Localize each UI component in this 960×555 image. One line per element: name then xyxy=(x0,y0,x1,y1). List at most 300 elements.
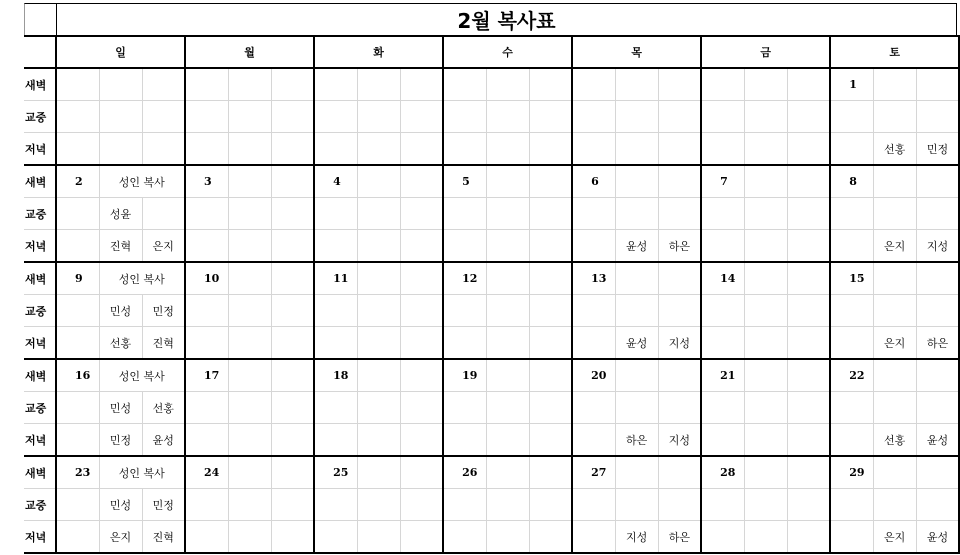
schedule-cell xyxy=(486,489,529,521)
schedule-cell: 은지 xyxy=(142,230,185,263)
schedule-cell xyxy=(873,101,916,133)
schedule-cell xyxy=(228,424,271,457)
schedule-cell xyxy=(529,165,572,198)
schedule-cell xyxy=(873,68,916,101)
schedule-cell: 성인 복사 xyxy=(99,359,185,392)
schedule-cell xyxy=(572,101,615,133)
schedule-cell xyxy=(830,101,873,133)
schedule-cell xyxy=(314,521,357,554)
schedule-cell xyxy=(916,456,959,489)
schedule-cell xyxy=(787,456,830,489)
schedule-cell xyxy=(916,198,959,230)
schedule-cell xyxy=(486,327,529,360)
schedule-cell xyxy=(873,359,916,392)
schedule-cell xyxy=(873,489,916,521)
schedule-cell xyxy=(271,295,314,327)
schedule-cell xyxy=(916,101,959,133)
schedule-cell xyxy=(400,359,443,392)
schedule-cell xyxy=(658,456,701,489)
schedule-cell: 지성 xyxy=(658,424,701,457)
date-cell: 19 xyxy=(443,359,486,392)
schedule-cell xyxy=(357,521,400,554)
date-cell: 5 xyxy=(443,165,486,198)
schedule-cell: 민정 xyxy=(99,424,142,457)
schedule-cell xyxy=(271,424,314,457)
schedule-cell xyxy=(486,521,529,554)
date-cell: 29 xyxy=(830,456,873,489)
schedule-cell: 진혁 xyxy=(99,230,142,263)
schedule-cell xyxy=(271,133,314,166)
schedule-cell xyxy=(443,295,486,327)
schedule-cell xyxy=(357,198,400,230)
day-header-0: 일 xyxy=(56,36,185,68)
schedule-cell xyxy=(701,198,744,230)
schedule-cell xyxy=(744,489,787,521)
schedule-cell xyxy=(701,101,744,133)
schedule-cell xyxy=(400,198,443,230)
schedule-cell xyxy=(486,456,529,489)
schedule-cell: 윤성 xyxy=(916,521,959,554)
row-label: 교중 xyxy=(24,392,56,424)
schedule-cell xyxy=(529,489,572,521)
schedule-cell xyxy=(744,327,787,360)
row-label: 새벽 xyxy=(24,262,56,295)
schedule-cell xyxy=(873,165,916,198)
schedule-cell xyxy=(314,392,357,424)
row-label: 저녁 xyxy=(24,424,56,457)
schedule-cell xyxy=(916,392,959,424)
schedule-cell xyxy=(357,101,400,133)
schedule-cell xyxy=(658,489,701,521)
schedule-cell xyxy=(744,133,787,166)
schedule-cell xyxy=(830,295,873,327)
schedule-cell xyxy=(357,262,400,295)
schedule-cell xyxy=(185,133,228,166)
schedule-row xyxy=(24,68,959,101)
schedule-cell xyxy=(185,424,228,457)
schedule-cell xyxy=(916,489,959,521)
schedule-cell xyxy=(486,424,529,457)
date-cell: 18 xyxy=(314,359,357,392)
schedule-cell xyxy=(357,424,400,457)
schedule-cell: 지성 xyxy=(916,230,959,263)
schedule-cell xyxy=(228,327,271,360)
schedule-cell xyxy=(228,521,271,554)
schedule-cell xyxy=(744,198,787,230)
schedule-cell xyxy=(486,359,529,392)
schedule-cell xyxy=(56,327,99,360)
schedule-cell xyxy=(787,424,830,457)
schedule-cell xyxy=(658,101,701,133)
row-label: 저녁 xyxy=(24,521,56,554)
schedule-cell xyxy=(787,101,830,133)
schedule-cell: 하은 xyxy=(615,424,658,457)
schedule-cell xyxy=(271,101,314,133)
schedule-cell: 성인 복사 xyxy=(99,262,185,295)
schedule-cell xyxy=(486,68,529,101)
schedule-cell xyxy=(56,424,99,457)
schedule-cell: 윤성 xyxy=(142,424,185,457)
schedule-cell xyxy=(185,489,228,521)
schedule-cell xyxy=(357,456,400,489)
date-cell: 12 xyxy=(443,262,486,295)
schedule-cell xyxy=(400,101,443,133)
schedule-cell xyxy=(658,392,701,424)
schedule-cell xyxy=(400,68,443,101)
schedule-cell xyxy=(830,521,873,554)
schedule-cell xyxy=(615,359,658,392)
schedule-cell: 민정 xyxy=(142,295,185,327)
schedule-cell xyxy=(314,424,357,457)
schedule-cell xyxy=(916,295,959,327)
schedule-cell xyxy=(529,101,572,133)
schedule-cell xyxy=(314,101,357,133)
schedule-cell xyxy=(529,392,572,424)
schedule-cell xyxy=(400,230,443,263)
date-cell: 1 xyxy=(830,68,873,101)
schedule-sheet xyxy=(24,3,957,549)
schedule-cell: 선홍 xyxy=(873,424,916,457)
date-cell: 2 xyxy=(56,165,99,198)
schedule-cell xyxy=(357,68,400,101)
schedule-cell xyxy=(529,262,572,295)
schedule-cell xyxy=(357,359,400,392)
schedule-cell: 윤성 xyxy=(615,327,658,360)
schedule-cell xyxy=(56,295,99,327)
row-label: 새벽 xyxy=(24,359,56,392)
schedule-cell xyxy=(529,133,572,166)
schedule-cell: 은지 xyxy=(873,521,916,554)
day-header-4: 목 xyxy=(572,36,701,68)
date-cell: 17 xyxy=(185,359,228,392)
schedule-cell xyxy=(142,198,185,230)
schedule-cell xyxy=(744,521,787,554)
date-cell: 8 xyxy=(830,165,873,198)
schedule-cell xyxy=(443,327,486,360)
schedule-cell xyxy=(443,230,486,263)
date-cell: 3 xyxy=(185,165,228,198)
schedule-cell: 은지 xyxy=(873,230,916,263)
schedule-cell xyxy=(572,521,615,554)
schedule-cell xyxy=(357,392,400,424)
schedule-cell xyxy=(744,230,787,263)
schedule-cell xyxy=(529,456,572,489)
day-header-5: 금 xyxy=(701,36,830,68)
schedule-row xyxy=(24,230,959,263)
schedule-cell xyxy=(443,133,486,166)
schedule-cell: 선홍 xyxy=(99,327,142,360)
schedule-cell xyxy=(615,133,658,166)
sheet-title: 2월 복사표 xyxy=(56,3,957,35)
schedule-cell xyxy=(529,230,572,263)
schedule-cell xyxy=(701,521,744,554)
schedule-row xyxy=(24,133,959,166)
schedule-cell xyxy=(400,521,443,554)
schedule-cell xyxy=(830,230,873,263)
schedule-cell: 하은 xyxy=(658,521,701,554)
date-cell: 7 xyxy=(701,165,744,198)
schedule-cell xyxy=(443,392,486,424)
schedule-cell xyxy=(271,489,314,521)
schedule-cell: 하은 xyxy=(916,327,959,360)
schedule-cell xyxy=(787,489,830,521)
schedule-table xyxy=(24,35,960,554)
day-header-2: 화 xyxy=(314,36,443,68)
schedule-cell xyxy=(744,262,787,295)
schedule-cell xyxy=(529,198,572,230)
schedule-cell xyxy=(400,295,443,327)
schedule-cell xyxy=(228,456,271,489)
schedule-cell xyxy=(572,489,615,521)
schedule-cell xyxy=(56,101,99,133)
schedule-cell xyxy=(314,295,357,327)
schedule-cell xyxy=(873,456,916,489)
schedule-cell xyxy=(400,262,443,295)
schedule-cell xyxy=(658,133,701,166)
date-cell: 16 xyxy=(56,359,99,392)
schedule-cell xyxy=(99,101,142,133)
schedule-cell xyxy=(228,230,271,263)
schedule-cell xyxy=(142,68,185,101)
schedule-cell: 윤성 xyxy=(916,424,959,457)
schedule-cell xyxy=(271,198,314,230)
schedule-cell xyxy=(658,198,701,230)
schedule-cell xyxy=(486,165,529,198)
schedule-row xyxy=(24,198,959,230)
schedule-cell xyxy=(615,392,658,424)
schedule-cell xyxy=(830,424,873,457)
schedule-row xyxy=(24,262,959,295)
schedule-cell xyxy=(830,392,873,424)
schedule-cell xyxy=(830,489,873,521)
schedule-cell xyxy=(185,327,228,360)
schedule-cell xyxy=(228,392,271,424)
schedule-cell: 선홍 xyxy=(873,133,916,166)
schedule-cell xyxy=(271,521,314,554)
schedule-cell xyxy=(443,489,486,521)
schedule-cell xyxy=(271,165,314,198)
schedule-cell xyxy=(572,424,615,457)
schedule-cell: 성인 복사 xyxy=(99,456,185,489)
schedule-cell: 은지 xyxy=(99,521,142,554)
schedule-cell xyxy=(615,165,658,198)
schedule-cell xyxy=(658,165,701,198)
schedule-cell xyxy=(572,392,615,424)
schedule-cell xyxy=(314,230,357,263)
schedule-cell xyxy=(830,198,873,230)
schedule-cell xyxy=(271,456,314,489)
schedule-cell xyxy=(357,230,400,263)
date-cell: 25 xyxy=(314,456,357,489)
title-corner-cell xyxy=(24,3,56,35)
date-cell: 6 xyxy=(572,165,615,198)
date-cell: 15 xyxy=(830,262,873,295)
date-cell: 14 xyxy=(701,262,744,295)
day-header-6: 토 xyxy=(830,36,959,68)
date-cell: 28 xyxy=(701,456,744,489)
schedule-cell xyxy=(314,489,357,521)
day-header-row xyxy=(24,36,959,68)
schedule-cell: 성인 복사 xyxy=(99,165,185,198)
schedule-cell: 민정 xyxy=(916,133,959,166)
schedule-cell xyxy=(228,133,271,166)
schedule-cell xyxy=(916,165,959,198)
schedule-cell xyxy=(443,101,486,133)
schedule-cell xyxy=(658,359,701,392)
schedule-cell xyxy=(56,392,99,424)
schedule-cell xyxy=(744,68,787,101)
schedule-cell xyxy=(572,230,615,263)
schedule-cell xyxy=(56,521,99,554)
schedule-cell xyxy=(572,327,615,360)
schedule-cell xyxy=(615,68,658,101)
date-cell: 11 xyxy=(314,262,357,295)
row-label: 교중 xyxy=(24,489,56,521)
schedule-cell xyxy=(787,68,830,101)
schedule-cell xyxy=(228,295,271,327)
schedule-cell xyxy=(701,327,744,360)
schedule-cell: 민성 xyxy=(99,392,142,424)
schedule-cell xyxy=(615,198,658,230)
date-cell xyxy=(443,68,486,101)
schedule-cell xyxy=(56,133,99,166)
schedule-row xyxy=(24,327,959,360)
schedule-cell: 지성 xyxy=(658,327,701,360)
schedule-row xyxy=(24,521,959,554)
schedule-cell xyxy=(744,392,787,424)
schedule-cell xyxy=(185,392,228,424)
schedule-cell xyxy=(873,392,916,424)
row-label: 저녁 xyxy=(24,133,56,166)
schedule-cell xyxy=(443,424,486,457)
schedule-cell xyxy=(916,68,959,101)
schedule-cell xyxy=(142,101,185,133)
schedule-cell xyxy=(185,230,228,263)
schedule-cell xyxy=(185,198,228,230)
schedule-cell: 민성 xyxy=(99,489,142,521)
schedule-cell xyxy=(873,262,916,295)
date-cell: 26 xyxy=(443,456,486,489)
schedule-cell xyxy=(228,489,271,521)
schedule-cell xyxy=(314,198,357,230)
schedule-cell xyxy=(615,262,658,295)
schedule-cell xyxy=(830,133,873,166)
date-cell: 27 xyxy=(572,456,615,489)
schedule-cell: 선홍 xyxy=(142,392,185,424)
schedule-cell: 민정 xyxy=(142,489,185,521)
schedule-cell xyxy=(529,521,572,554)
schedule-cell xyxy=(271,262,314,295)
schedule-row xyxy=(24,489,959,521)
schedule-cell xyxy=(529,327,572,360)
date-cell: 10 xyxy=(185,262,228,295)
date-cell: 24 xyxy=(185,456,228,489)
schedule-cell xyxy=(142,133,185,166)
schedule-cell xyxy=(486,295,529,327)
schedule-cell xyxy=(701,133,744,166)
schedule-cell xyxy=(787,165,830,198)
schedule-cell: 민성 xyxy=(99,295,142,327)
schedule-cell xyxy=(228,165,271,198)
schedule-cell xyxy=(744,456,787,489)
schedule-cell xyxy=(615,489,658,521)
schedule-cell xyxy=(400,392,443,424)
schedule-cell xyxy=(400,133,443,166)
schedule-cell xyxy=(701,489,744,521)
schedule-cell xyxy=(744,101,787,133)
date-cell xyxy=(185,68,228,101)
schedule-cell xyxy=(486,262,529,295)
schedule-cell xyxy=(873,198,916,230)
schedule-cell: 윤성 xyxy=(615,230,658,263)
schedule-cell xyxy=(572,198,615,230)
schedule-cell xyxy=(56,489,99,521)
schedule-cell xyxy=(615,456,658,489)
schedule-cell: 은지 xyxy=(873,327,916,360)
schedule-cell xyxy=(615,101,658,133)
schedule-cell xyxy=(787,359,830,392)
schedule-cell xyxy=(228,359,271,392)
schedule-cell xyxy=(443,198,486,230)
schedule-cell xyxy=(357,327,400,360)
row-label: 교중 xyxy=(24,198,56,230)
schedule-cell: 지성 xyxy=(615,521,658,554)
schedule-cell xyxy=(228,262,271,295)
date-cell xyxy=(56,68,99,101)
row-label: 새벽 xyxy=(24,456,56,489)
date-cell xyxy=(572,68,615,101)
row-label: 저녁 xyxy=(24,327,56,360)
schedule-cell: 성윤 xyxy=(99,198,142,230)
schedule-cell xyxy=(744,165,787,198)
schedule-cell xyxy=(701,230,744,263)
schedule-cell xyxy=(787,392,830,424)
date-cell: 23 xyxy=(56,456,99,489)
schedule-cell xyxy=(787,327,830,360)
day-header-1: 월 xyxy=(185,36,314,68)
schedule-cell xyxy=(529,359,572,392)
schedule-cell xyxy=(400,424,443,457)
schedule-cell xyxy=(400,489,443,521)
schedule-cell xyxy=(443,521,486,554)
date-cell: 9 xyxy=(56,262,99,295)
schedule-cell xyxy=(271,359,314,392)
schedule-cell xyxy=(99,133,142,166)
schedule-cell xyxy=(271,327,314,360)
row-label: 교중 xyxy=(24,101,56,133)
schedule-cell xyxy=(357,489,400,521)
schedule-row xyxy=(24,165,959,198)
schedule-cell xyxy=(486,198,529,230)
date-cell xyxy=(701,68,744,101)
schedule-cell xyxy=(787,521,830,554)
schedule-cell xyxy=(228,101,271,133)
schedule-cell xyxy=(271,68,314,101)
schedule-cell xyxy=(486,101,529,133)
schedule-cell xyxy=(357,295,400,327)
schedule-row xyxy=(24,424,959,457)
schedule-cell xyxy=(400,165,443,198)
schedule-cell xyxy=(529,295,572,327)
schedule-cell xyxy=(271,230,314,263)
schedule-cell xyxy=(787,295,830,327)
date-cell: 21 xyxy=(701,359,744,392)
schedule-cell xyxy=(572,295,615,327)
schedule-cell xyxy=(357,165,400,198)
schedule-cell xyxy=(99,68,142,101)
schedule-cell xyxy=(787,230,830,263)
header-corner-cell xyxy=(24,36,56,68)
